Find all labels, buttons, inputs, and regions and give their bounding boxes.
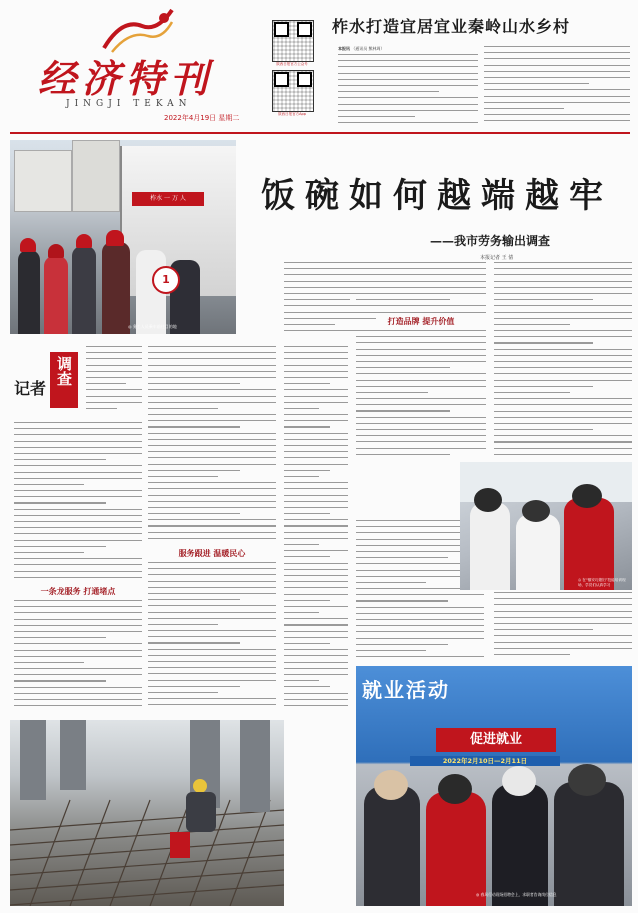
body-col1 (14, 422, 142, 582)
right-photo-caption: ◎ 在“镇安巧媳妇”技能培训现场，学员们认真学习 (578, 578, 626, 587)
body-col2-bottom (148, 562, 276, 712)
section-heading-2: 服务跟进 温暖民心 (178, 548, 246, 558)
column-badge-left: 记者 (14, 379, 47, 398)
masthead-title: 经济特刊 (38, 57, 215, 101)
qr-code-1 (272, 20, 314, 62)
body-col1-bottom (14, 600, 142, 712)
bottom-left-photo-construction (10, 720, 284, 906)
top-story-body (338, 46, 478, 126)
masthead (10, 8, 250, 126)
top-story-text-col2 (484, 46, 630, 126)
qr-code-2 (272, 70, 314, 112)
bottom-right-photo-caption: ◎ 春风行动现场招聘会上，求职者咨询岗位信息 (476, 892, 557, 897)
bus-banner: 柞水 一 万 人 (132, 192, 204, 206)
building-shape (72, 140, 120, 212)
section-heading-1: 一条龙服务 打通堵点 (40, 586, 116, 596)
body-col5-b (494, 592, 632, 662)
main-photo-caption: ◎ 务工人员乘车前往目的地 (128, 324, 177, 329)
body-col5 (494, 262, 632, 460)
column-badge-right-box (50, 352, 78, 408)
top-story-byline-lead: 本报讯 (338, 46, 350, 51)
main-subheadline: ——我市劳务输出调查 (430, 234, 551, 248)
top-story-byline: （通讯员 熊林周） (351, 46, 385, 51)
qr-label-2: 陕西日报官方App (278, 112, 306, 116)
body-col2 (148, 346, 276, 546)
main-photo-bus-departure (10, 140, 236, 334)
divider-top (10, 132, 630, 134)
qr-label-1: 陕西日报官方公众号 (276, 62, 308, 66)
section-heading-3: 打造品牌 提升价值 (387, 316, 455, 326)
body-col4 (356, 262, 486, 314)
top-story-headline: 柞水打造宜居宜业秦岭山水乡村 (332, 17, 571, 36)
job-fair-date-strip: 2022年2月10日—2月11日 (410, 756, 560, 766)
job-fair-sign: 促进就业 (436, 728, 556, 752)
column-badge (14, 352, 80, 410)
body-col3b (284, 346, 348, 712)
top-story-text-col1 (338, 54, 478, 126)
column-badge-right: 调查 (55, 356, 73, 386)
main-headline: 饭碗如何越端越牢 (261, 176, 613, 216)
masthead-pinyin: JINGJI TEKAN (66, 99, 192, 109)
body-col4-b (356, 330, 486, 460)
right-photo-training (460, 462, 632, 590)
main-byline: 本报记者 王 倩 (480, 255, 514, 261)
building-shape (14, 150, 72, 212)
masthead-date: 2022年4月19日 星期二 (164, 114, 240, 122)
rebar-grid-graphic (10, 720, 284, 906)
crowd-shape: 1 (10, 230, 210, 334)
job-fair-banner-text: 就业活动 (362, 678, 450, 702)
body-col1-top (86, 346, 142, 416)
bottom-right-photo-job-fair (356, 666, 632, 906)
